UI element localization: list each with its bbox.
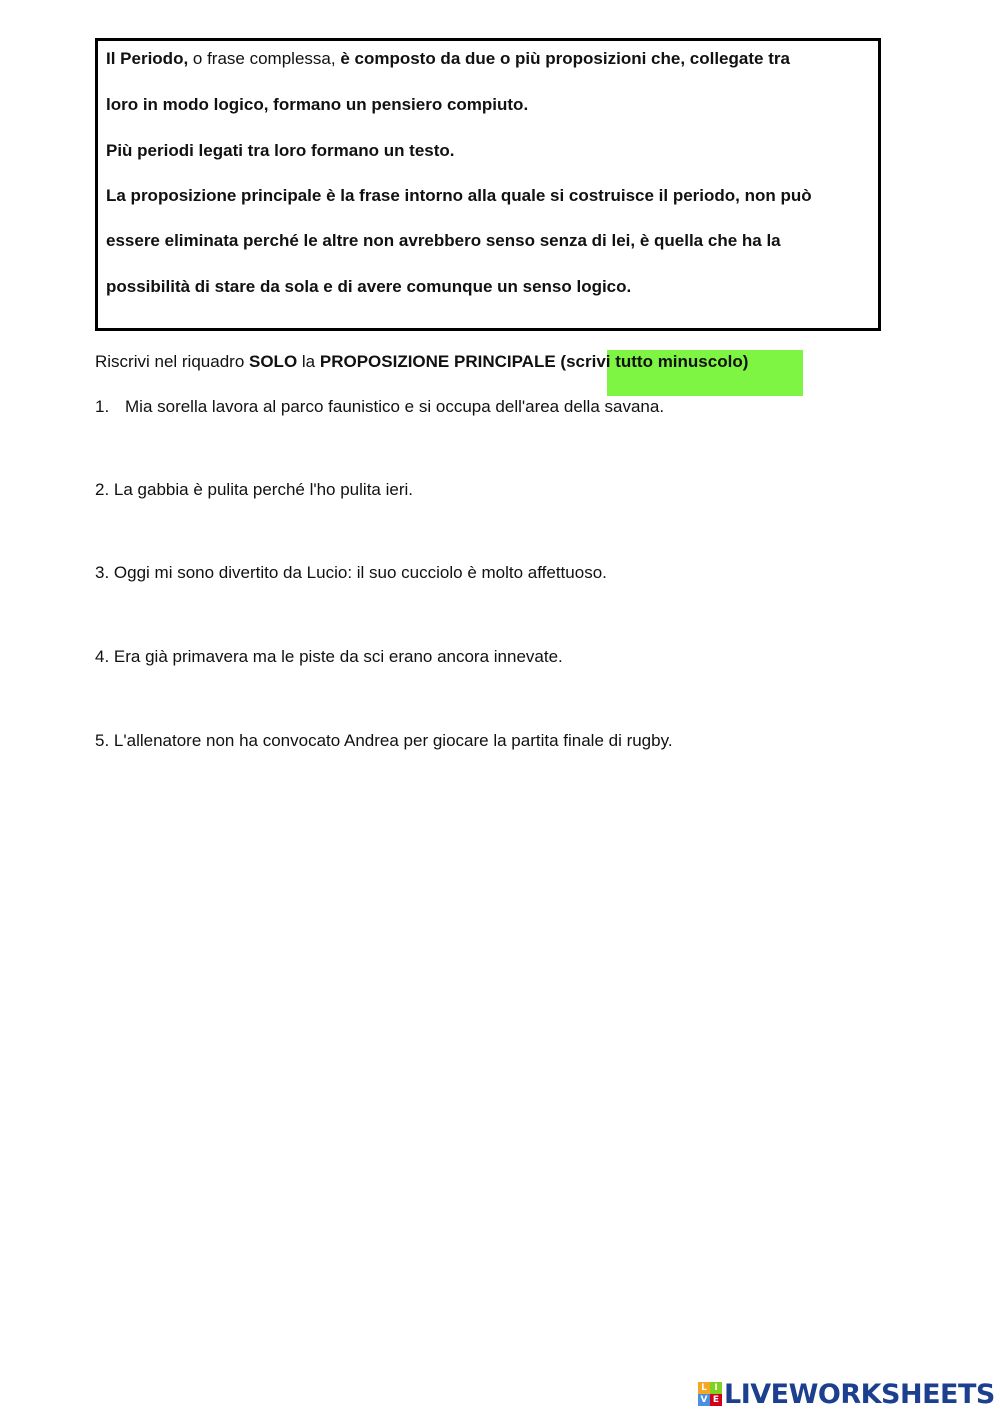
definition-line-3: Più periodi legati tra loro formano un testo. — [106, 141, 455, 160]
definition-line-4: La proposizione principale è la frase intorno alla quale si costruisce il periodo, non può — [106, 186, 812, 205]
exercise-item-4: 4. Era già primavera ma le piste da sci erano ancora innevate. — [95, 647, 563, 666]
liveworksheets-logo — [698, 1379, 995, 1409]
exercise-item-2: 2. La gabbia è pulita perché l'ho pulita ieri. — [95, 480, 413, 499]
liveworksheets-logo-icon: L I V E — [698, 1382, 722, 1406]
definition-line-5: essere eliminata perché le altre non avrebbero senso senza di lei, è quella che ha la — [106, 231, 781, 250]
instruction-text: Riscrivi nel riquadro SOLO la PROPOSIZIONE PRINCIPALE (scrivi tutto minuscolo) — [95, 352, 749, 371]
definition-box — [95, 38, 881, 331]
liveworksheets-logo-text: LIVEWORKSHEETS — [724, 1378, 995, 1410]
exercise-item-5: 5. L'allenatore non ha convocato Andrea per giocare la partita finale di rugby. — [95, 731, 673, 750]
definition-plain-text: o frase complessa, — [188, 49, 341, 68]
definition-line-6: possibilità di stare da sola e di avere comunque un senso logico. — [106, 277, 632, 296]
definition-bold-text: è composto da due o più proposizioni che, collegate tra — [340, 49, 790, 68]
exercise-item-3: 3. Oggi mi sono divertito da Lucio: il suo cucciolo è molto affettuoso. — [95, 563, 607, 582]
exercise-item-1: 1. Mia sorella lavora al parco faunistico e si occupa dell'area della savana. — [95, 397, 665, 416]
term-periodo: Il Periodo, — [106, 49, 189, 68]
definition-line-1 — [106, 49, 790, 69]
definition-line-2: loro in modo logico, formano un pensiero compiuto. — [106, 95, 529, 114]
